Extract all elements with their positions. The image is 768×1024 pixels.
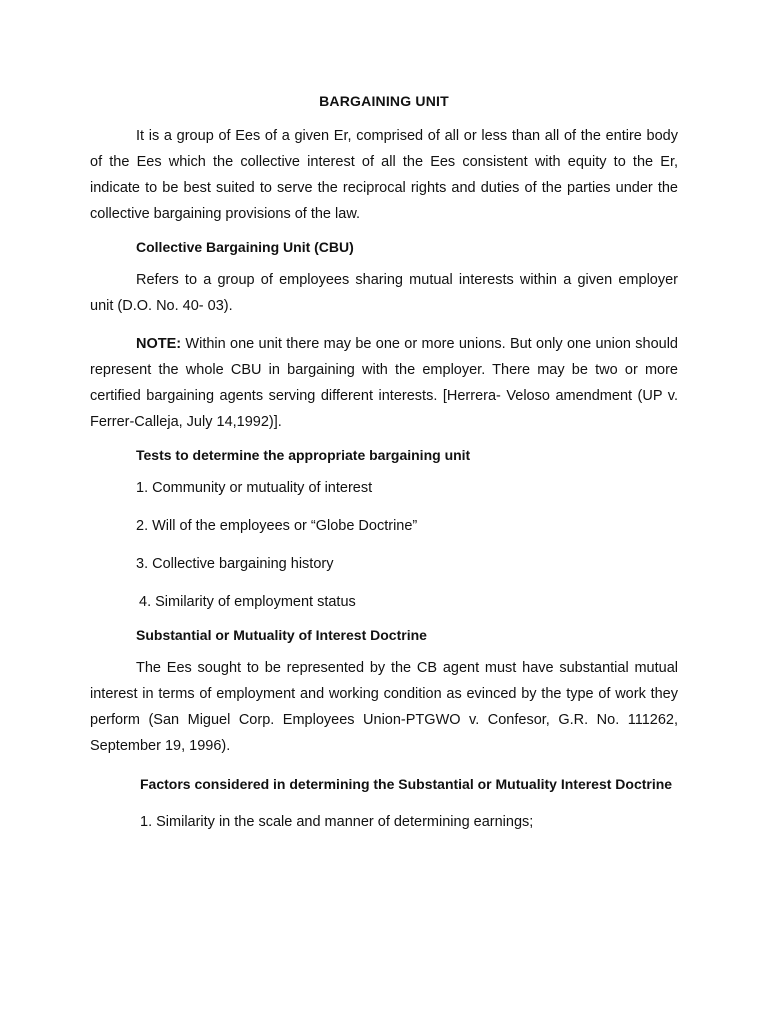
tests-heading: Tests to determine the appropriate bargaining unit: [136, 447, 471, 463]
cbu-paragraph: Refers to a group of employees sharing mutual interests within a given employer unit (D.O. No. 40- 03).: [90, 272, 678, 314]
page-title: BARGAINING UNIT: [319, 93, 449, 109]
smi-paragraph: The Ees sought to be represented by the CB agent must have substantial mutual interest in terms of employment and working condition as evinced by the type of work they perform (San Miguel Corp. Employees Union-PTGWO v. Confesor, G.R. No. 111262, September 19, 1996).: [90, 660, 678, 754]
test-item-3: 3. Collective bargaining history: [136, 556, 334, 572]
note-text: Within one unit there may be one or more unions. But only one union should represent the whole CBU in bargaining with the employer. There may be two or more certified bargaining agents serving different interests. [Herrera- Veloso amendment (UP v. Ferrer-Calleja, July 14,1992)].: [90, 336, 678, 430]
factors-heading: Factors considered in determining the Substantial or Mutuality Interest Doctrine: [140, 776, 673, 792]
intro-paragraph: It is a group of Ees of a given Er, comprised of all or less than all of the entire body of the Ees which the collective interest of all the Ees consistent with equity to the Er, indicate to be best suited to serve the reciprocal rights and duties of the parties under the collective bargaining provisions of the law.: [90, 128, 678, 222]
factor-item-1: 1. Similarity in the scale and manner of determining earnings;: [140, 814, 534, 830]
test-item-4: 4. Similarity of employment status: [139, 594, 356, 610]
note-paragraph: [90, 331, 678, 435]
note-label: NOTE:: [136, 336, 182, 352]
smi-heading: Substantial or Mutuality of Interest Doctrine: [136, 627, 427, 643]
test-item-2: 2. Will of the employees or “Globe Doctrine”: [136, 518, 418, 534]
test-item-1: 1. Community or mutuality of interest: [136, 480, 373, 496]
cbu-heading: Collective Bargaining Unit (CBU): [136, 239, 354, 255]
